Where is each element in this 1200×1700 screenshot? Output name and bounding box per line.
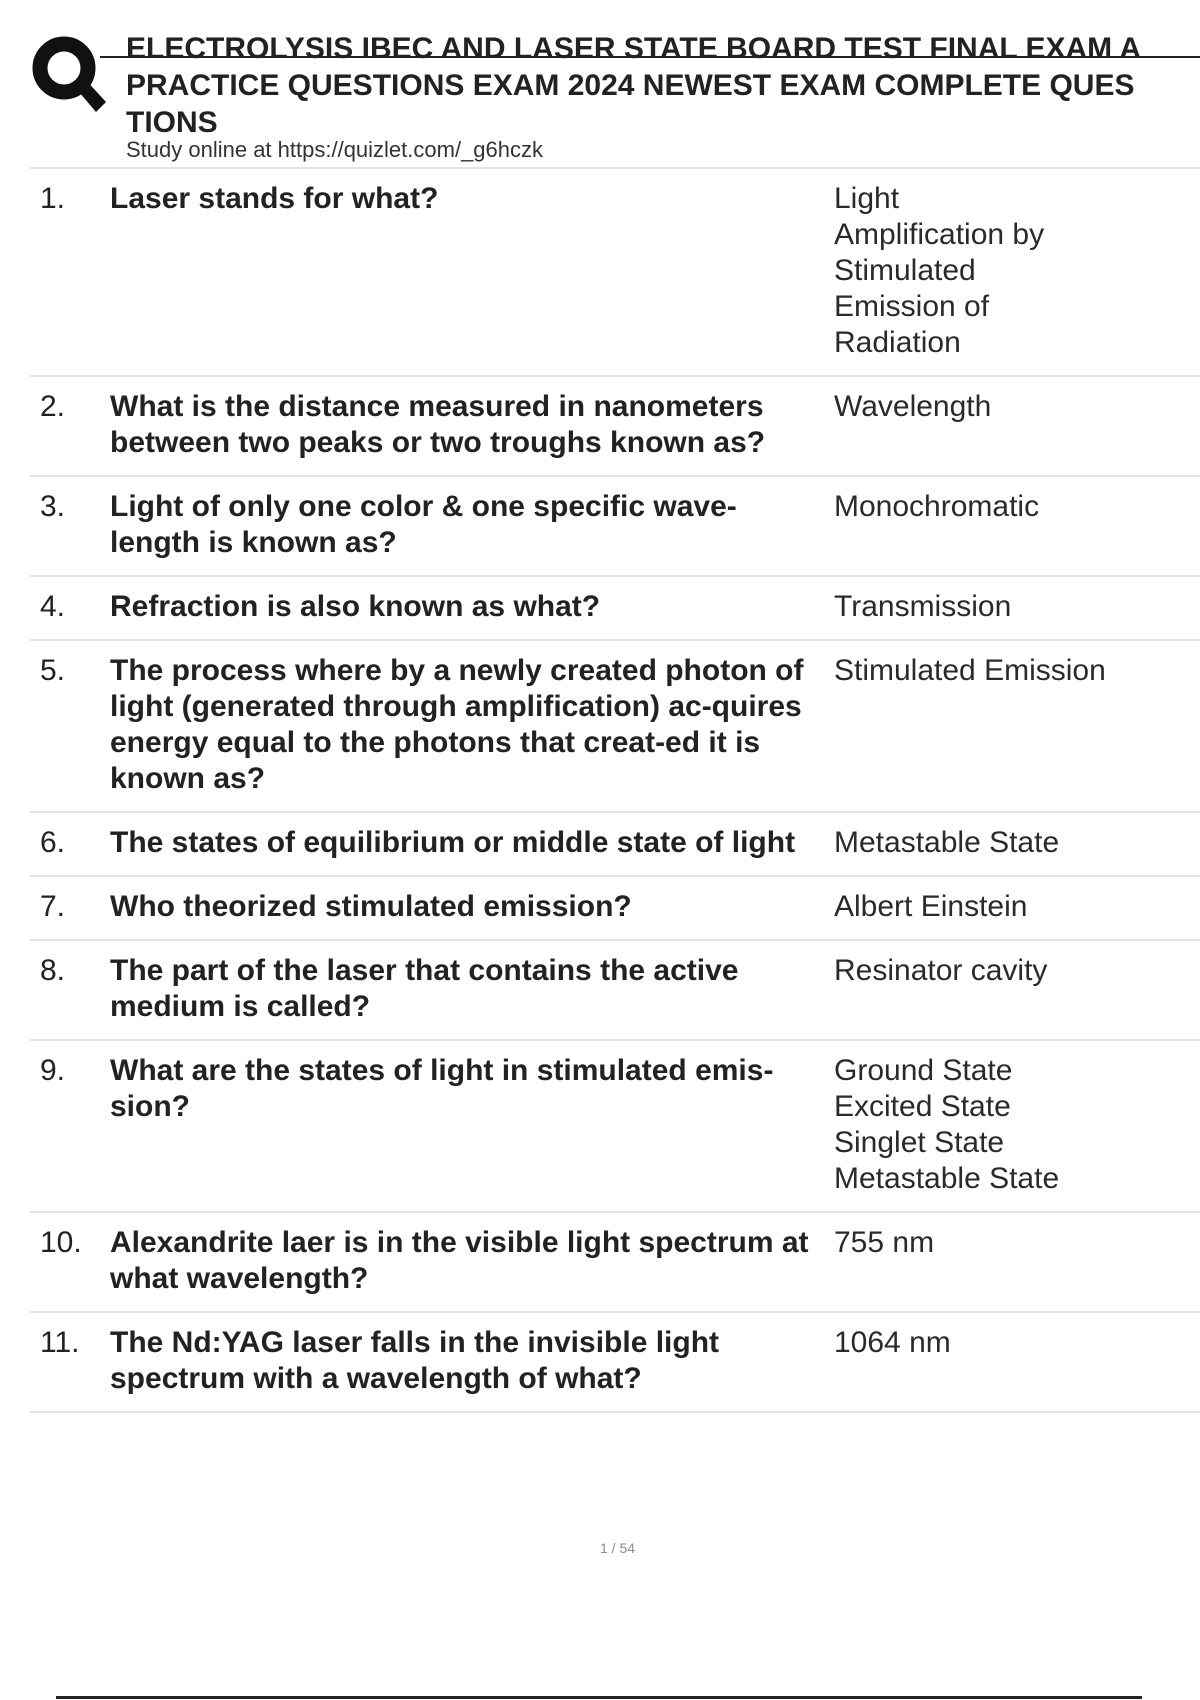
qa-row-8 <box>30 941 1200 1041</box>
question-text: The process where by a newly created photon of light (generated through amplification) ac-quires energy equal to the photons that creat-ed it is known as? <box>110 654 804 795</box>
study-online-link[interactable]: Study online at https://quizlet.com/_g6hczk <box>126 137 544 162</box>
question-text: What is the distance measured in nanometers between two peaks or two troughs known as? <box>110 390 766 459</box>
answer-text: Wavelength <box>834 390 992 423</box>
question-number: 9. <box>40 1054 66 1087</box>
question-number: 6. <box>40 826 66 859</box>
qa-row-11 <box>30 1313 1200 1413</box>
question-answer-list <box>30 167 1200 1413</box>
question-text: Who theorized stimulated emission? <box>110 890 632 923</box>
qa-row-10 <box>30 1213 1200 1313</box>
qa-row-4 <box>30 577 1200 641</box>
answer-text: Stimulated Emission <box>834 654 1106 687</box>
page-indicator: 1 / 54 <box>599 1540 636 1556</box>
question-number: 3. <box>40 490 66 523</box>
qa-row-3 <box>30 477 1200 577</box>
answer-text: Transmission <box>834 590 1012 623</box>
qa-row-7 <box>30 877 1200 941</box>
answer-text: Ground State Excited State Singlet State Metastable State <box>834 1054 1060 1195</box>
question-number: 2. <box>40 390 66 423</box>
answer-text: Metastable State <box>834 826 1060 859</box>
footer-rule <box>56 1696 1142 1699</box>
title-line-1: ELECTROLYSIS IBEC AND LASER STATE BOARD TEST FINAL EXAM A <box>126 32 1142 65</box>
question-number: 7. <box>40 890 66 923</box>
answer-text: Monochromatic <box>834 490 1040 523</box>
question-number: 11. <box>40 1326 80 1359</box>
answer-text: 1064 nm <box>834 1326 951 1359</box>
question-text: The Nd:YAG laser falls in the invisible light spectrum with a wavelength of what? <box>110 1326 720 1395</box>
quizlet-q-logo-icon <box>30 32 106 112</box>
page-title <box>126 30 1200 141</box>
question-text: The states of equilibrium or middle state of light <box>110 826 796 859</box>
qa-row-2 <box>30 377 1200 477</box>
title-line-2: PRACTICE QUESTIONS EXAM 2024 NEWEST EXAM COMPLETE QUES <box>126 69 1135 102</box>
question-number: 1. <box>40 182 66 215</box>
question-text: Light of only one color & one specific wave-length is known as? <box>110 490 737 559</box>
question-text: The part of the laser that contains the active medium is called? <box>110 954 739 1023</box>
qa-row-1 <box>30 169 1200 377</box>
question-text: What are the states of light in stimulated emis-sion? <box>110 1054 774 1123</box>
question-number: 4. <box>40 590 66 623</box>
question-text: Refraction is also known as what? <box>110 590 601 623</box>
title-line-3: TIONS <box>126 106 218 139</box>
qa-row-5 <box>30 641 1200 813</box>
answer-text: Albert Einstein <box>834 890 1028 923</box>
question-text: Alexandrite laer is in the visible light spectrum at what wavelength? <box>110 1226 809 1295</box>
question-text: Laser stands for what? <box>110 182 439 215</box>
question-number: 5. <box>40 654 66 687</box>
answer-text: 755 nm <box>834 1226 935 1259</box>
qa-row-9 <box>30 1041 1200 1213</box>
qa-row-6 <box>30 813 1200 877</box>
question-number: 8. <box>40 954 66 987</box>
answer-text: Resinator cavity <box>834 954 1048 987</box>
question-number: 10. <box>40 1226 82 1259</box>
answer-text: Light Amplification by Stimulated Emission of Radiation <box>834 182 1045 359</box>
